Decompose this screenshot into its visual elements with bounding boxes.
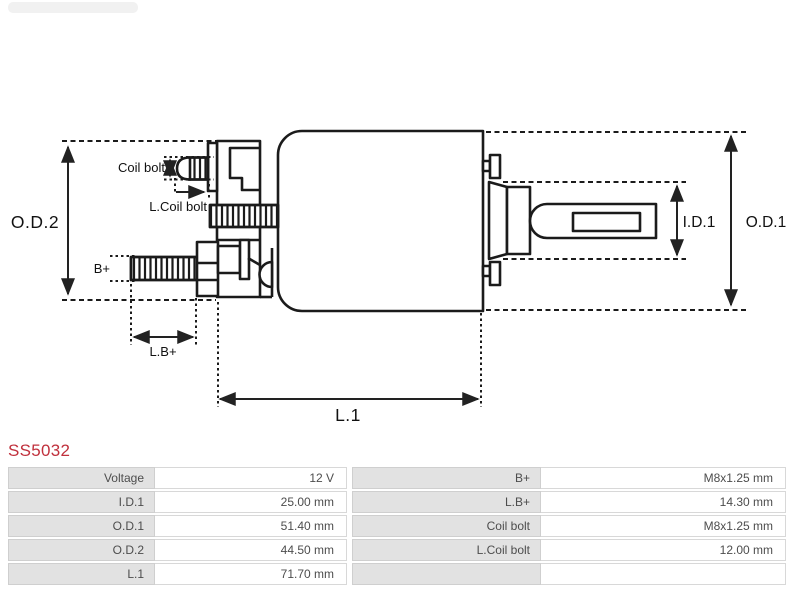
spec-label-cell: O.D.2 [8, 539, 155, 561]
solenoid-body [278, 131, 483, 311]
shaft-guide [507, 187, 530, 254]
table-row [8, 539, 347, 561]
dimension-label-b-plus: B+ [93, 261, 110, 276]
table-row [352, 467, 786, 489]
spec-value-cell [541, 563, 786, 585]
lever-socket [260, 262, 273, 287]
spec-value-cell: 12 V [155, 467, 347, 489]
watermark-smudge [8, 2, 138, 13]
spec-tables [8, 467, 786, 587]
dimension-label-od2: O.D.2 [10, 212, 60, 232]
dimension-label-l-coil-bolt: L.Coil bolt [149, 199, 207, 214]
spec-label-cell: O.D.1 [8, 515, 155, 537]
spec-label-cell: L.1 [8, 563, 155, 585]
table-row [8, 467, 347, 489]
b-plus-nut [197, 242, 218, 296]
table-row [8, 563, 347, 585]
spec-label-cell: I.D.1 [8, 491, 155, 513]
dimension-label-od1: O.D.1 [745, 214, 787, 231]
spec-label-cell: Coil bolt [352, 515, 541, 537]
spec-value-cell: 14.30 mm [541, 491, 786, 513]
table-row [352, 515, 786, 537]
spec-value-cell: 12.00 mm [541, 539, 786, 561]
spec-value-cell: 71.70 mm [155, 563, 347, 585]
dimension-label-coil-bolt: Coil bolt [118, 160, 165, 175]
spec-label-cell: Voltage [8, 467, 155, 489]
shaft-slot [573, 213, 640, 231]
coil-bolt-cap [177, 158, 190, 180]
spec-table-bolts [352, 467, 786, 587]
dimension-label-l1: L.1 [335, 405, 361, 425]
table-row [352, 539, 786, 561]
spec-label-cell [352, 563, 541, 585]
spec-table-dimensions [8, 467, 347, 587]
spec-value-cell: 44.50 mm [155, 539, 347, 561]
spec-value-cell: 51.40 mm [155, 515, 347, 537]
spec-value-cell: 25.00 mm [155, 491, 347, 513]
table-row [352, 491, 786, 513]
spec-label-cell: L.B+ [352, 491, 541, 513]
rear-flange [489, 182, 507, 259]
spec-label-cell: L.Coil bolt [352, 539, 541, 561]
mount-plate [208, 143, 217, 191]
part-number: SS5032 [8, 441, 71, 460]
table-row [8, 491, 347, 513]
table-row [8, 515, 347, 537]
b-plus-washer [240, 240, 249, 279]
b-plus-boss [218, 246, 240, 273]
table-row [352, 563, 786, 585]
dimension-label-id1: I.D.1 [682, 214, 716, 231]
dimension-label-l-b-plus: L.B+ [149, 344, 177, 359]
spec-label-cell: B+ [352, 467, 541, 489]
spec-value-cell: M8x1.25 mm [541, 467, 786, 489]
spec-value-cell: M8x1.25 mm [541, 515, 786, 537]
